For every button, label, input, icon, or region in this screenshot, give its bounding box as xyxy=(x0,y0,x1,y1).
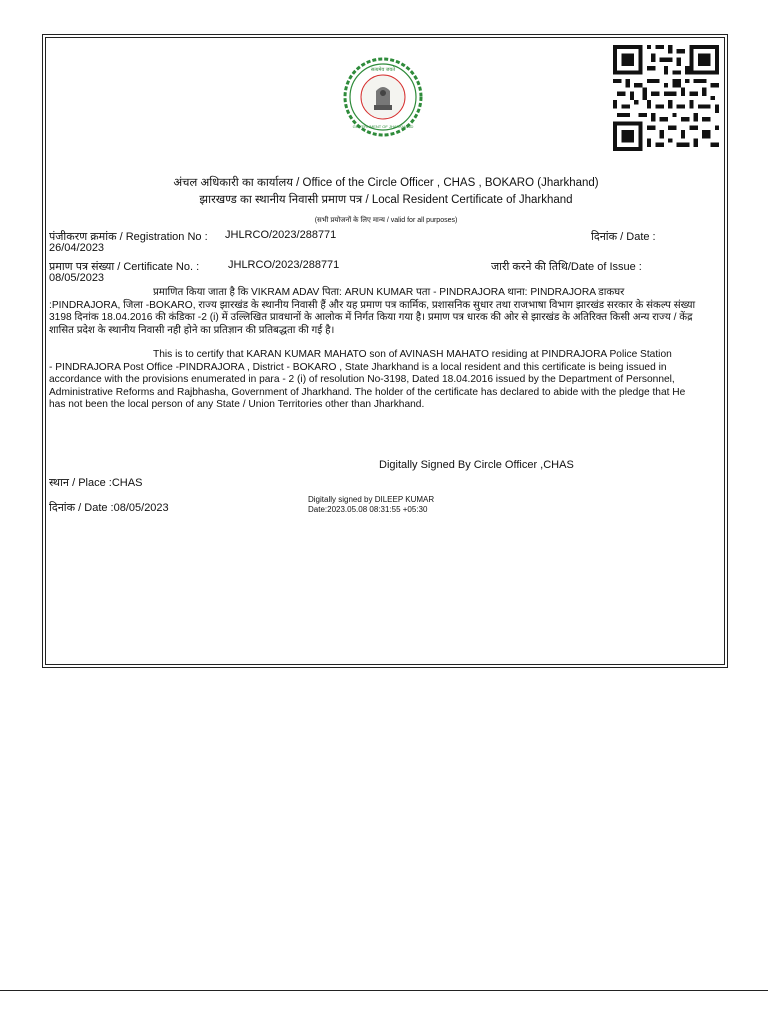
issue-date-label: जारी करने की तिथि/Date of Issue : xyxy=(491,261,642,273)
certificate-frame xyxy=(42,34,728,668)
certificate-number-label: प्रमाण पत्र संख्या / Certificate No. : xyxy=(49,261,200,273)
digital-signer-line: Digitally signed by DILEEP KUMAR xyxy=(308,495,435,504)
certificate-title: झारखण्ड का स्थानीय निवासी प्रमाण पत्र / Local Resident Certificate of Jharkhand xyxy=(199,194,573,206)
registration-label: पंजीकरण क्रमांक / Registration No : xyxy=(49,231,208,243)
english-line: This is to certify that KARAN KUMAR MAHATO son of AVINASH MAHATO residing at PINDRAJORA Police Station xyxy=(153,349,672,360)
digital-timestamp-line: Date:2023.05.08 08:31:55 +05:30 xyxy=(308,505,428,514)
footer-date-line: दिनांक / Date :08/05/2023 xyxy=(49,502,169,514)
validity-note: (सभी प्रयोजनों के लिए मान्य / valid for all purposes) xyxy=(314,217,458,224)
hindi-line: प्रमाणित किया जाता है कि VIKRAM ADAV पिता: ARUN KUMAR पता - PINDRAJORA थाना: PINDRAJORA डाकघर xyxy=(153,287,625,298)
government-seal-icon xyxy=(343,57,423,137)
hindi-line: :PINDRAJORA, जिला -BOKARO, राज्य झारखंड के स्थानीय निवासी हैं और यह प्रमाण पत्र कार्मिक, प्रशासनिक सुधार तथा राजभाषा विभाग झारखंड सरकार के संकल्प संख्या xyxy=(49,299,696,311)
hindi-certification-text xyxy=(49,287,725,337)
english-line: has not been the local person of any State / Union Territories other than Jharkhand. xyxy=(49,399,425,411)
english-line: - PINDRAJORA Post Office -PINDRAJORA , District - BOKARO , State Jharkhand is a local resident and this certificate is being issued in xyxy=(49,361,667,373)
digital-signature-stamp xyxy=(308,495,434,515)
digitally-signed-by: Digitally Signed By Circle Officer ,CHAS xyxy=(379,459,574,471)
certificate-number: JHLRCO/2023/288771 xyxy=(228,259,340,271)
english-line: accordance with the provisions enumerated in para - 2 (i) of resolution No-3198, Dated 18.04.2016 issued by the Department of Personnel, xyxy=(49,374,675,386)
office-heading: अंचल अधिकारी का कार्यालय / Office of the Circle Officer , CHAS , BOKARO (Jharkhand) xyxy=(173,177,599,189)
registration-number: JHLRCO/2023/288771 xyxy=(225,229,337,241)
page-bottom-divider xyxy=(0,990,768,991)
registration-date: 26/04/2023 xyxy=(49,242,105,254)
hindi-line: 3198 दिनांक 18.04.2016 की कंडिका -2 (i) में उल्लिखित प्रावधानों के आलोक में निर्गत किया गया है। प्रमाण पत्र धारक की ओर से झारखंड के अतिरिक्त किसी अन्य राज्य / केंद्र xyxy=(49,312,693,324)
english-line: Administrative Reforms and Rajbhasha, Government of Jharkhand. The holder of the certificate has declared to abide with the pledge that He xyxy=(49,386,686,398)
seal-top-text: सत्यमेव जयते xyxy=(370,67,396,73)
english-certification-text xyxy=(49,349,725,412)
registration-date-label: दिनांक / Date : xyxy=(591,231,656,243)
place-line: स्थान / Place :CHAS xyxy=(49,477,143,489)
qr-code-icon xyxy=(613,45,719,151)
hindi-line: शासित प्रदेश के स्थानीय निवासी नही होने का प्रतिज्ञान की प्रतिबद्धता की गई है। xyxy=(49,324,335,336)
issue-date: 08/05/2023 xyxy=(49,272,105,284)
seal-bottom-text: GOVERNMENT OF JHARKHAND xyxy=(352,124,414,129)
